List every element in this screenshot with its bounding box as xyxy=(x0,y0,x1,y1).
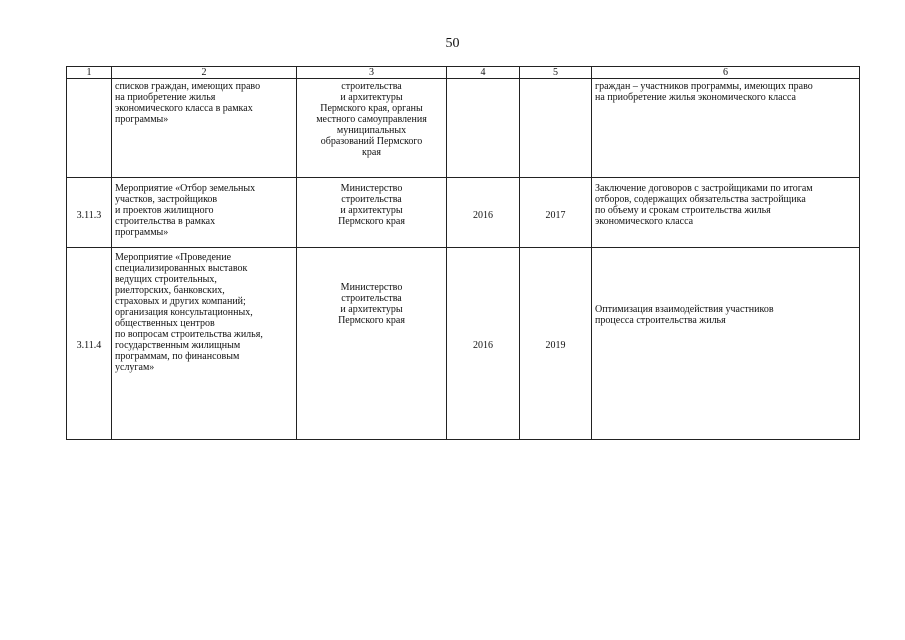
column-header-3: 3 xyxy=(297,67,447,79)
column-header-5: 5 xyxy=(520,67,592,79)
activity-cell: списков граждан, имеющих право на приобретение жилья экономического класса в рамках программы» xyxy=(112,79,297,178)
end-year-cell: 2019 xyxy=(520,248,592,440)
executor-cell: строительства и архитектуры Пермского края, органы местного самоуправления муниципальных образований Пермского края xyxy=(297,79,447,178)
program-activities-table xyxy=(66,66,860,440)
result-cell: граждан – участников программы, имеющих право на приобретение жилья экономического класса xyxy=(592,79,860,178)
item-number-cell: 3.11.3 xyxy=(67,178,112,248)
executor-cell: Министерство строительства и архитектуры Пермского края xyxy=(297,248,447,440)
activity-cell: Мероприятие «Отбор земельных участков, застройщиков и проектов жилищного строительства в рамках программы» xyxy=(112,178,297,248)
item-number-cell xyxy=(67,79,112,178)
column-header-1: 1 xyxy=(67,67,112,79)
table-row xyxy=(67,79,860,178)
table-row xyxy=(67,248,860,440)
item-number-cell: 3.11.4 xyxy=(67,248,112,440)
table-header-row xyxy=(67,67,860,79)
page-number: 50 xyxy=(445,36,460,51)
result-cell: Оптимизация взаимодействия участников процесса строительства жилья xyxy=(592,248,860,440)
column-header-2: 2 xyxy=(112,67,297,79)
executor-cell: Министерство строительства и архитектуры Пермского края xyxy=(297,178,447,248)
column-header-4: 4 xyxy=(447,67,520,79)
result-cell: Заключение договоров с застройщиками по итогам отборов, содержащих обязательства застройщика по объему и срокам строительства жилья экономического класса xyxy=(592,178,860,248)
end-year-cell: 2017 xyxy=(520,178,592,248)
end-year-cell xyxy=(520,79,592,178)
column-header-6: 6 xyxy=(592,67,860,79)
table-row xyxy=(67,178,860,248)
start-year-cell: 2016 xyxy=(447,178,520,248)
start-year-cell xyxy=(447,79,520,178)
activity-cell: Мероприятие «Проведение специализированных выставок ведущих строительных, риелторских, банковских, страховых и других компаний; организация консультационных, общественных центров по вопросам строительства жилья, государственным жилищным программам, по финансовым услугам» xyxy=(112,248,297,440)
start-year-cell: 2016 xyxy=(447,248,520,440)
